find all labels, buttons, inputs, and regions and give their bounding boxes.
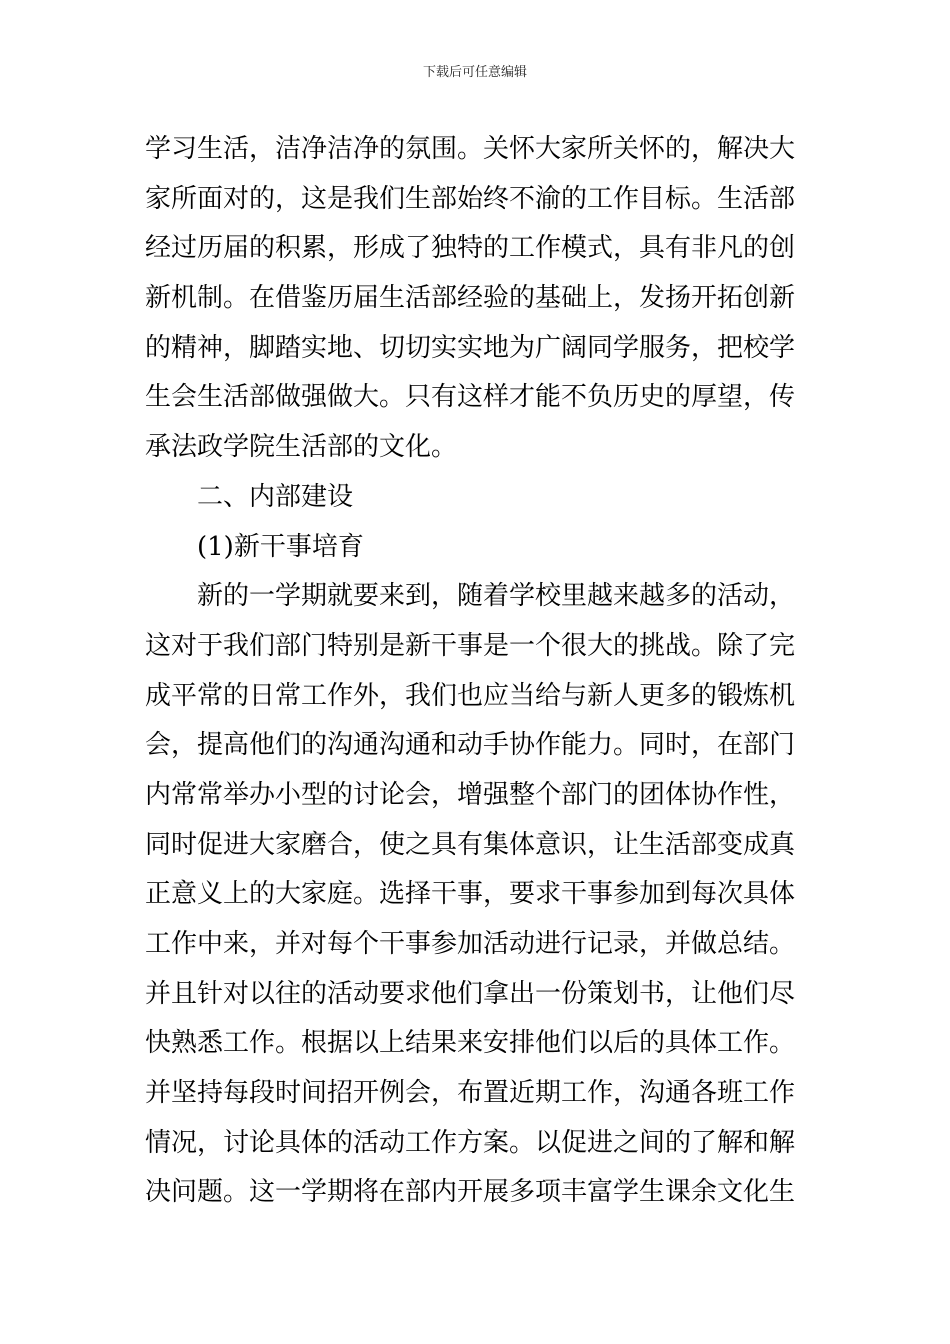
text-line: 内常常举办小型的讨论会，增强整个部门的团体协作性，: [145, 779, 796, 810]
text-line: 这对于我们部门特别是新干事是一个很大的挑战。除了完: [145, 630, 796, 661]
text-line: 承法政学院生活部的文化。: [145, 432, 458, 463]
text-line: 并坚持每段时间招开例会，布置近期工作，沟通各班工作: [145, 1078, 796, 1109]
text-line: 的精神，脚踏实地、切切实实地为广阔同学服务，把校学: [145, 332, 796, 363]
text-line: 同时促进大家磨合，使之具有集体意识，让生活部变成真: [145, 829, 796, 860]
text-line: 正意义上的大家庭。选择干事，要求干事参加到每次具体: [145, 879, 796, 910]
text-line: 并且针对以往的活动要求他们拿出一份策划书，让他们尽: [145, 978, 796, 1009]
text-line: 学习生活，洁净洁净的氛围。关怀大家所关怀的，解决大: [145, 134, 796, 164]
text-line: 快熟悉工作。根据以上结果来安排他们以后的具体工作。: [145, 1028, 796, 1059]
paragraph-start-line: 新的一学期就要来到，随着学校里越来越多的活动，: [197, 581, 796, 612]
text-line: 家所面对的，这是我们生部始终不渝的工作目标。生活部: [145, 183, 796, 214]
text-line: 新机制。在借鉴历届生活部经验的基础上，发扬开拓创新: [145, 283, 796, 314]
text-line: 决问题。这一学期将在部内开展多项丰富学生课余文化生: [145, 1177, 796, 1208]
text-line: 生会生活部做强做大。只有这样才能不负历史的厚望，传: [145, 382, 796, 413]
text-line: 经过历届的积累，形成了独特的工作模式，具有非凡的创: [145, 233, 796, 264]
page-header: 下载后可任意编辑: [422, 65, 527, 80]
text-line: 工作中来，并对每个干事参加活动进行记录，并做总结。: [145, 929, 796, 959]
section-heading: 二、内部建设: [197, 481, 354, 512]
document-body: [145, 125, 807, 1218]
text-line: 会，提高他们的沟通沟通和动手协作能力。同时，在部门: [145, 730, 796, 761]
subsection-heading: (1)新干事培育: [197, 531, 364, 562]
text-line: 成平常的日常工作外，我们也应当给与新人更多的锻炼机: [145, 680, 796, 711]
text-line: 情况，讨论具体的活动工作方案。以促进之间的了解和解: [145, 1127, 796, 1158]
